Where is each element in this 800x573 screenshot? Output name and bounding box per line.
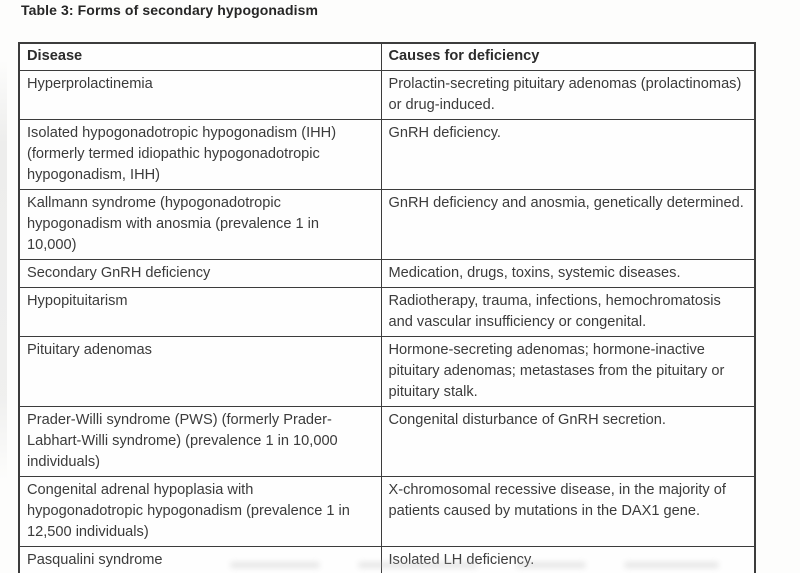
causes-cell: X-chromosomal recessive disease, in the majority of patients caused by mutations in the DAX1 gene. (381, 476, 755, 546)
causes-cell: Prolactin-secreting pituitary adenomas (prolactinomas) or drug-induced. (381, 70, 755, 119)
scan-smudge (516, 562, 586, 568)
scan-smudge (624, 562, 719, 568)
causes-cell: GnRH deficiency and anosmia, genetically determined. (381, 189, 755, 259)
table-header-row (19, 43, 755, 70)
table-row (19, 406, 755, 476)
causes-cell: Congenital disturbance of GnRH secretion. (381, 406, 755, 476)
table-row (19, 70, 755, 119)
table-row (19, 476, 755, 546)
disease-cell: Prader-Willi syndrome (PWS) (formerly Prader-Labhart-Willi syndrome) (prevalence 1 in 10,000 individuals) (19, 406, 381, 476)
scan-artifact-strip (0, 60, 7, 480)
column-header-causes: Causes for deficiency (381, 43, 755, 70)
disease-cell: Congenital adrenal hypoplasia with hypogonadotropic hypogonadism (prevalence 1 in 12,500 individuals) (19, 476, 381, 546)
table-row (19, 336, 755, 406)
secondary-hypogonadism-table (18, 42, 756, 573)
disease-cell: Isolated hypogonadotropic hypogonadism (IHH) (formerly termed idiopathic hypogonadotropic hypogonadism, IHH) (19, 119, 381, 189)
disease-cell: Hypopituitarism (19, 287, 381, 336)
disease-cell: Pituitary adenomas (19, 336, 381, 406)
disease-cell: Pasqualini syndrome (19, 546, 381, 573)
causes-cell: Hormone-secreting adenomas; hormone-inactive pituitary adenomas; metastases from the pituitary or pituitary stalk. (381, 336, 755, 406)
causes-cell: GnRH deficiency. (381, 119, 755, 189)
table-caption: Table 3: Forms of secondary hypogonadism (21, 2, 319, 18)
disease-cell: Hyperprolactinemia (19, 70, 381, 119)
disease-cell: Secondary GnRH deficiency (19, 259, 381, 287)
table-row (19, 259, 755, 287)
scan-smudge (230, 562, 320, 568)
table-row (19, 287, 755, 336)
column-header-disease: Disease (19, 43, 381, 70)
scan-smudge (358, 562, 478, 568)
table-row (19, 189, 755, 259)
table-row (19, 119, 755, 189)
causes-cell: Radiotherapy, trauma, infections, hemochromatosis and vascular insufficiency or congenital. (381, 287, 755, 336)
scan-ghost-text-artifact (230, 562, 730, 570)
causes-cell: Isolated LH deficiency. (381, 546, 755, 573)
disease-cell: Kallmann syndrome (hypogonadotropic hypogonadism with anosmia (prevalence 1 in 10,000) (19, 189, 381, 259)
causes-cell: Medication, drugs, toxins, systemic diseases. (381, 259, 755, 287)
